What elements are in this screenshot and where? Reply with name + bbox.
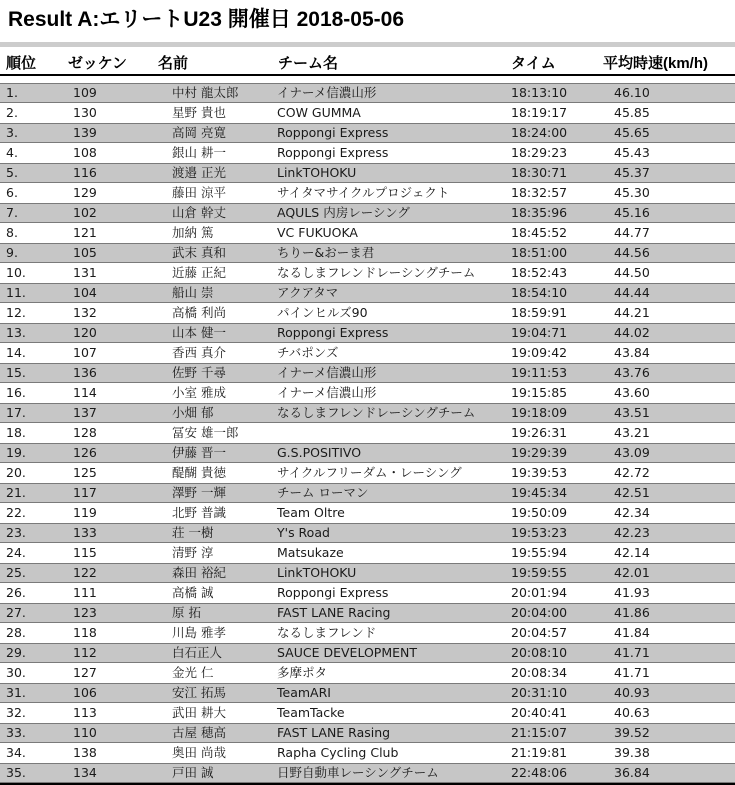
- cell-bib: 111: [73, 585, 97, 600]
- cell-bib: 133: [73, 525, 97, 540]
- cell-time: 19:45:34: [511, 485, 568, 500]
- cell-bib: 105: [73, 245, 97, 260]
- header-team: チーム名: [278, 55, 339, 72]
- cell-bib: 126: [73, 445, 97, 460]
- cell-team: なるしまフレンドレーシングチーム: [277, 405, 476, 420]
- cell-team: なるしまフレンド: [277, 625, 377, 640]
- cell-time: 20:40:41: [511, 705, 568, 720]
- table-row: [0, 443, 735, 463]
- cell-time: 18:59:91: [511, 305, 568, 320]
- cell-name: 渡邉 正光: [172, 165, 226, 180]
- cell-bib: 115: [73, 545, 97, 560]
- cell-rank: 30.: [6, 665, 26, 680]
- cell-speed: 40.93: [614, 685, 650, 700]
- cell-name: 星野 貴也: [172, 105, 226, 120]
- cell-rank: 1.: [6, 85, 18, 100]
- cell-name: 金光 仁: [172, 665, 214, 680]
- cell-name: 近藤 正紀: [172, 265, 226, 280]
- cell-name: 加納 篤: [172, 225, 214, 240]
- table-row: [0, 83, 735, 103]
- cell-bib: 125: [73, 465, 97, 480]
- cell-rank: 11.: [6, 285, 26, 300]
- cell-rank: 4.: [6, 145, 18, 160]
- table-row: [0, 343, 735, 363]
- table-row: [0, 463, 735, 483]
- cell-rank: 24.: [6, 545, 26, 560]
- header-speed: 平均時速(km/h): [603, 55, 709, 72]
- table-row: [0, 723, 735, 743]
- cell-speed: 42.14: [614, 545, 650, 560]
- cell-team: サイタマサイクルプロジェクト: [277, 185, 450, 200]
- cell-name: 川島 雅孝: [172, 625, 226, 640]
- cell-team: イナーメ信濃山形: [277, 85, 377, 100]
- cell-team: VC FUKUOKA: [277, 225, 358, 240]
- cell-name: 澤野 一輝: [172, 485, 226, 500]
- cell-name: 安江 拓馬: [172, 685, 226, 700]
- cell-bib: 137: [73, 405, 97, 420]
- cell-name: 古屋 穂高: [172, 725, 226, 740]
- table-row: [0, 123, 735, 143]
- cell-time: 18:30:71: [511, 165, 568, 180]
- cell-rank: 14.: [6, 345, 26, 360]
- cell-time: 21:15:07: [511, 725, 568, 740]
- cell-team: Rapha Cycling Club: [277, 745, 399, 760]
- cell-team: LinkTOHOKU: [277, 165, 357, 180]
- cell-name: 北野 普識: [172, 505, 226, 520]
- cell-speed: 44.21: [614, 305, 650, 320]
- header-rule: [0, 74, 735, 76]
- cell-speed: 46.10: [614, 85, 650, 100]
- table-row: [0, 383, 735, 403]
- cell-rank: 20.: [6, 465, 26, 480]
- cell-team: 日野自動車レーシングチーム: [277, 765, 439, 780]
- header-rank: 順位: [6, 55, 37, 72]
- cell-name: 武末 真和: [172, 245, 226, 260]
- cell-speed: 45.16: [614, 205, 650, 220]
- table-row: [0, 703, 735, 723]
- cell-bib: 112: [73, 645, 97, 660]
- cell-team: FAST LANE Rasing: [277, 725, 391, 740]
- cell-name: 戸田 誠: [172, 765, 214, 780]
- cell-team: LinkTOHOKU: [277, 565, 357, 580]
- cell-team: COW GUMMA: [277, 105, 361, 120]
- table-row: [0, 663, 735, 683]
- header-bib: ゼッケン: [68, 55, 127, 72]
- cell-speed: 45.43: [614, 145, 650, 160]
- cell-name: 醍醐 貴徳: [172, 465, 226, 480]
- cell-rank: 34.: [6, 745, 26, 760]
- cell-team: Roppongi Express: [277, 325, 389, 340]
- cell-speed: 42.01: [614, 565, 650, 580]
- cell-rank: 10.: [6, 265, 26, 280]
- cell-time: 20:01:94: [511, 585, 568, 600]
- cell-name: 藤田 涼平: [172, 185, 226, 200]
- cell-rank: 28.: [6, 625, 26, 640]
- cell-bib: 102: [73, 205, 97, 220]
- cell-team: なるしまフレンドレーシングチーム: [277, 265, 476, 280]
- cell-speed: 41.71: [614, 665, 650, 680]
- cell-time: 19:04:71: [511, 325, 568, 340]
- cell-bib: 119: [73, 505, 97, 520]
- cell-time: 20:08:34: [511, 665, 568, 680]
- cell-time: 22:48:06: [511, 765, 568, 780]
- cell-time: 18:52:43: [511, 265, 568, 280]
- table-row: [0, 203, 735, 223]
- cell-bib: 118: [73, 625, 97, 640]
- cell-bib: 108: [73, 145, 97, 160]
- cell-team: FAST LANE Racing: [277, 605, 391, 620]
- cell-time: 18:35:96: [511, 205, 568, 220]
- cell-bib: 128: [73, 425, 97, 440]
- cell-speed: 39.52: [614, 725, 650, 740]
- cell-time: 20:31:10: [511, 685, 568, 700]
- cell-rank: 15.: [6, 365, 26, 380]
- cell-bib: 132: [73, 305, 97, 320]
- cell-bib: 139: [73, 125, 97, 140]
- cell-bib: 110: [73, 725, 97, 740]
- cell-team: イナーメ信濃山形: [277, 385, 377, 400]
- cell-time: 19:55:94: [511, 545, 568, 560]
- cell-time: 19:59:55: [511, 565, 568, 580]
- cell-rank: 3.: [6, 125, 18, 140]
- table-row: [0, 303, 735, 323]
- cell-bib: 120: [73, 325, 97, 340]
- cell-team: Roppongi Express: [277, 145, 389, 160]
- cell-rank: 33.: [6, 725, 26, 740]
- cell-speed: 42.34: [614, 505, 650, 520]
- cell-name: 白石正人: [172, 645, 223, 660]
- table-row: [0, 543, 735, 563]
- cell-speed: 43.09: [614, 445, 650, 460]
- table-row: [0, 483, 735, 503]
- cell-time: 20:08:10: [511, 645, 568, 660]
- cell-speed: 43.84: [614, 345, 650, 360]
- cell-name: 原 拓: [172, 605, 201, 620]
- cell-name: 奥田 尚哉: [172, 745, 226, 760]
- table-row: [0, 283, 735, 303]
- cell-time: 18:54:10: [511, 285, 568, 300]
- table-row: [0, 523, 735, 543]
- cell-team: サイクルフリーダム・レーシング: [277, 465, 462, 480]
- cell-speed: 44.56: [614, 245, 650, 260]
- cell-rank: 26.: [6, 585, 26, 600]
- cell-rank: 32.: [6, 705, 26, 720]
- cell-bib: 114: [73, 385, 97, 400]
- cell-team: イナーメ信濃山形: [277, 365, 377, 380]
- cell-team: アクアタマ: [277, 285, 339, 300]
- cell-name: 冨安 雄一郎: [172, 425, 239, 440]
- cell-team: Team Oltre: [277, 505, 345, 520]
- cell-speed: 41.71: [614, 645, 650, 660]
- cell-team: パインヒルズ90: [277, 305, 368, 320]
- table-row: [0, 163, 735, 183]
- cell-team: [271, 423, 505, 443]
- cell-time: 18:19:17: [511, 105, 568, 120]
- cell-bib: 116: [73, 165, 97, 180]
- cell-rank: 31.: [6, 685, 26, 700]
- cell-name: 高橋 誠: [172, 585, 214, 600]
- cell-rank: 12.: [6, 305, 26, 320]
- cell-rank: 22.: [6, 505, 26, 520]
- cell-speed: 40.63: [614, 705, 650, 720]
- cell-time: 18:32:57: [511, 185, 568, 200]
- cell-team: ちりー&おーま君: [277, 245, 375, 260]
- cell-time: 18:29:23: [511, 145, 568, 160]
- cell-time: 19:39:53: [511, 465, 568, 480]
- cell-rank: 13.: [6, 325, 26, 340]
- table-row: [0, 603, 735, 623]
- table-row: [0, 643, 735, 663]
- cell-bib: 123: [73, 605, 97, 620]
- cell-name: 伊藤 晋一: [172, 445, 226, 460]
- cell-name: 小室 雅成: [172, 385, 226, 400]
- table-row: [0, 403, 735, 423]
- cell-name: 山倉 幹丈: [172, 205, 226, 220]
- table-row: [0, 243, 735, 263]
- cell-name: 香西 真介: [172, 345, 226, 360]
- table-row: [0, 103, 735, 123]
- cell-team: チバポンズ: [277, 345, 339, 360]
- cell-time: 18:24:00: [511, 125, 568, 140]
- cell-team: チーム ローマン: [277, 485, 369, 500]
- table-row: [0, 223, 735, 243]
- cell-speed: 41.84: [614, 625, 650, 640]
- table-row: [0, 743, 735, 763]
- cell-speed: 42.23: [614, 525, 650, 540]
- cell-name: 中村 龍太郎: [172, 85, 239, 100]
- cell-rank: 29.: [6, 645, 26, 660]
- cell-time: 20:04:57: [511, 625, 568, 640]
- cell-rank: 23.: [6, 525, 26, 540]
- cell-name: 高岡 亮寛: [172, 125, 226, 140]
- cell-time: 19:09:42: [511, 345, 568, 360]
- cell-name: 小畑 郁: [172, 405, 214, 420]
- cell-speed: 39.38: [614, 745, 650, 760]
- cell-name: 銀山 耕一: [172, 145, 226, 160]
- cell-bib: 127: [73, 665, 97, 680]
- table-row: [0, 323, 735, 343]
- cell-speed: 42.72: [614, 465, 650, 480]
- cell-speed: 45.85: [614, 105, 650, 120]
- table-row: [0, 363, 735, 383]
- cell-team: TeamTacke: [277, 705, 345, 720]
- cell-bib: 129: [73, 185, 97, 200]
- cell-bib: 134: [73, 765, 97, 780]
- table-row: [0, 763, 735, 783]
- table-row: [0, 683, 735, 703]
- cell-speed: 44.77: [614, 225, 650, 240]
- cell-rank: 17.: [6, 405, 26, 420]
- cell-speed: 43.21: [614, 425, 650, 440]
- cell-speed: 45.37: [614, 165, 650, 180]
- cell-bib: 106: [73, 685, 97, 700]
- cell-name: 山本 健一: [172, 325, 226, 340]
- cell-rank: 9.: [6, 245, 18, 260]
- cell-team: TeamARI: [277, 685, 331, 700]
- cell-speed: 44.02: [614, 325, 650, 340]
- cell-team: AQULS 内房レーシング: [277, 205, 410, 220]
- cell-speed: 44.50: [614, 265, 650, 280]
- cell-rank: 19.: [6, 445, 26, 460]
- cell-team: Y's Road: [277, 525, 330, 540]
- cell-bib: 122: [73, 565, 97, 580]
- table-row: [0, 423, 735, 443]
- cell-time: 19:29:39: [511, 445, 568, 460]
- cell-speed: 41.93: [614, 585, 650, 600]
- cell-time: 19:26:31: [511, 425, 568, 440]
- cell-bib: 121: [73, 225, 97, 240]
- cell-time: 19:50:09: [511, 505, 568, 520]
- cell-time: 19:53:23: [511, 525, 568, 540]
- cell-rank: 5.: [6, 165, 18, 180]
- cell-speed: 43.51: [614, 405, 650, 420]
- cell-bib: 109: [73, 85, 97, 100]
- cell-time: 18:51:00: [511, 245, 568, 260]
- cell-team: SAUCE DEVELOPMENT: [277, 645, 418, 660]
- cell-time: 19:15:85: [511, 385, 568, 400]
- cell-time: 18:45:52: [511, 225, 568, 240]
- cell-rank: 18.: [6, 425, 26, 440]
- table-row: [0, 143, 735, 163]
- cell-speed: 36.84: [614, 765, 650, 780]
- table-row: [0, 563, 735, 583]
- page-title: Result A:エリートU23 開催日 2018-05-06: [8, 8, 405, 31]
- cell-time: 18:13:10: [511, 85, 568, 100]
- cell-speed: 44.44: [614, 285, 650, 300]
- cell-rank: 25.: [6, 565, 26, 580]
- cell-bib: 117: [73, 485, 97, 500]
- header-name: 名前: [158, 55, 189, 72]
- cell-rank: 8.: [6, 225, 18, 240]
- header-time: タイム: [511, 55, 556, 72]
- cell-name: 船山 崇: [172, 285, 214, 300]
- table-row: [0, 183, 735, 203]
- cell-bib: 107: [73, 345, 97, 360]
- cell-name: 荘 一樹: [172, 525, 214, 540]
- cell-team: G.S.POSITIVO: [277, 445, 362, 460]
- cell-name: 高橋 利尚: [172, 305, 226, 320]
- cell-rank: 2.: [6, 105, 18, 120]
- cell-bib: 113: [73, 705, 97, 720]
- cell-bib: 130: [73, 105, 97, 120]
- cell-name: 武田 耕大: [172, 705, 226, 720]
- cell-time: 20:04:00: [511, 605, 568, 620]
- table-row: [0, 583, 735, 603]
- cell-team: 多摩ポタ: [277, 665, 328, 680]
- table-row: [0, 263, 735, 283]
- cell-bib: 131: [73, 265, 97, 280]
- cell-rank: 6.: [6, 185, 18, 200]
- table-row: [0, 623, 735, 643]
- cell-speed: 41.86: [614, 605, 650, 620]
- cell-rank: 27.: [6, 605, 26, 620]
- cell-time: 19:18:09: [511, 405, 568, 420]
- results-table-header: [0, 47, 735, 74]
- cell-speed: 45.65: [614, 125, 650, 140]
- table-row: [0, 503, 735, 523]
- cell-speed: 45.30: [614, 185, 650, 200]
- results-rows: [0, 83, 735, 785]
- cell-rank: 16.: [6, 385, 26, 400]
- cell-speed: 43.60: [614, 385, 650, 400]
- cell-bib: 138: [73, 745, 97, 760]
- cell-time: 19:11:53: [511, 365, 568, 380]
- cell-rank: 35.: [6, 765, 26, 780]
- cell-rank: 21.: [6, 485, 26, 500]
- cell-team: Matsukaze: [277, 545, 344, 560]
- cell-time: 21:19:81: [511, 745, 568, 760]
- cell-bib: 104: [73, 285, 97, 300]
- cell-rank: 7.: [6, 205, 18, 220]
- cell-team: Roppongi Express: [277, 585, 389, 600]
- cell-name: 佐野 千尋: [172, 365, 226, 380]
- cell-team: Roppongi Express: [277, 125, 389, 140]
- cell-speed: 42.51: [614, 485, 650, 500]
- cell-name: 清野 淳: [172, 545, 214, 560]
- cell-speed: 43.76: [614, 365, 650, 380]
- cell-bib: 136: [73, 365, 97, 380]
- cell-name: 森田 裕紀: [172, 565, 226, 580]
